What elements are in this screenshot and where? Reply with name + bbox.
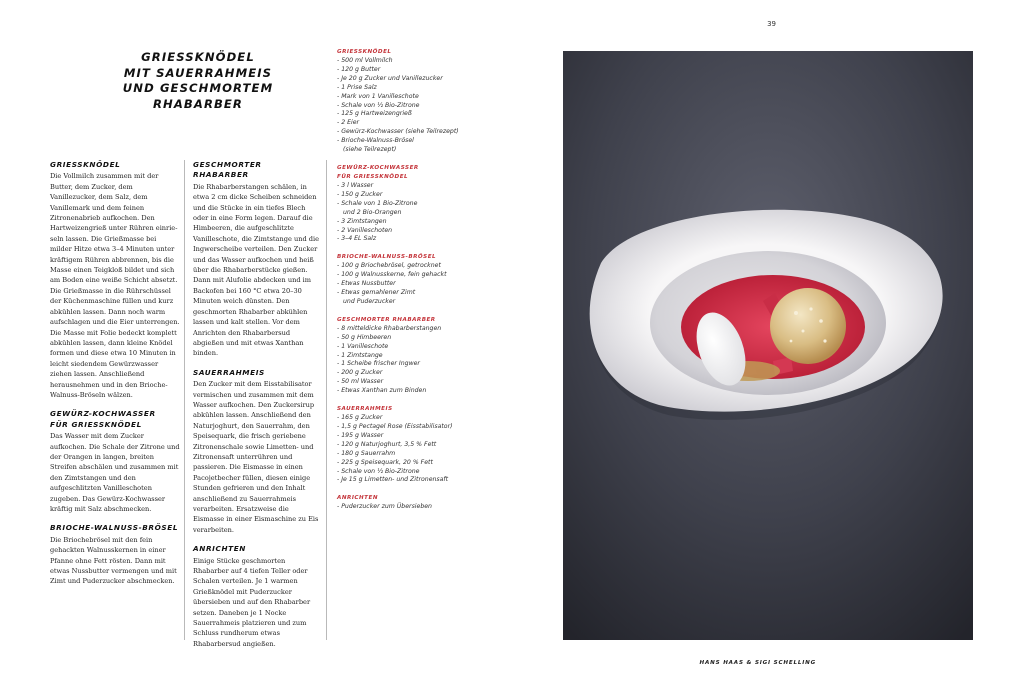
ingredient-item: - 3–4 EL Salz: [337, 235, 537, 244]
ingredient-group: [337, 494, 537, 512]
ingredient-item: - 225 g Speisequark, 20 % Fett: [337, 459, 537, 468]
ingredient-item: - Schale von ½ Bio-Zitrone: [337, 102, 537, 111]
ingredient-group: [337, 316, 537, 396]
instruction-section: [193, 160, 319, 359]
title-line: MIT SAUERRAHMEIS: [123, 65, 273, 80]
ingredient-item: - 150 g Zucker: [337, 191, 537, 200]
ingredient-item: - 2 Eier: [337, 119, 537, 128]
ingredient-item: - 1 Vanilleschote: [337, 343, 537, 352]
ingredient-item: - 125 g Hartweizengrieß: [337, 110, 537, 119]
dessert-photo: [563, 51, 973, 640]
ingredient-heading: ANRICHTEN: [337, 495, 379, 502]
ingredient-item: - Schale von ½ Bio-Zitrone: [337, 468, 537, 477]
ingredient-item: - 1,5 g Pectagel Rose (Eisstabilisator): [337, 423, 537, 432]
section-text: Die Briochebrösel mit den fein gehackten Walnusskernen in einer Pfanne ohne Fett rösten. Dann mit etwas Nussbutter vermengen und mit Zimt und Puderzucker abschmecken.: [50, 535, 177, 586]
dessert-photo-illustration: [563, 51, 973, 640]
ingredient-list: [337, 414, 537, 485]
ingredient-heading: BRIOCHE-WALNUSS-BRÖSEL: [337, 254, 437, 261]
instruction-section: [50, 160, 180, 400]
ingredient-item: - 100 g Walnusskerne, fein gehackt: [337, 271, 537, 280]
title-line: RHABARBER: [153, 96, 243, 111]
ingredient-item: - 200 g Zucker: [337, 369, 537, 378]
ingredient-heading: GEWÜRZ-KOCHWASSER FÜR GRIESSKNÖDEL: [337, 164, 419, 180]
instruction-section: [193, 368, 319, 536]
ingredient-item: - 195 g Wasser: [337, 432, 537, 441]
ingredient-item: - 3 Zimtstangen: [337, 218, 537, 227]
ingredient-item: - 1 Prise Salz: [337, 84, 537, 93]
instruction-section: [193, 544, 319, 649]
title-line: GRIESSKNÖDEL: [141, 50, 255, 64]
ingredient-heading: GRIESSKNÖDEL: [337, 49, 392, 55]
ingredient-group: [337, 405, 537, 485]
section-heading: GEWÜRZ-KOCHWASSER FÜR GRIESSKNÖDEL: [50, 409, 156, 429]
ingredient-item: - Je 20 g Zucker und Vanillezucker: [337, 75, 537, 84]
instruction-section: [50, 523, 180, 586]
ingredient-heading: GESCHMORTER RHABARBER: [337, 316, 436, 323]
ingredients-column: [337, 48, 537, 521]
ingredient-item: - 165 g Zucker: [337, 414, 537, 423]
instructions-column-2: [193, 160, 319, 658]
ingredient-list: [337, 325, 537, 396]
ingredient-item: - 1 Scheibe frischer Ingwer: [337, 360, 537, 369]
section-text: Den Zucker mit dem Eisstabilisator vermischen und zusammen mit dem Wasser aufkochen. Den Zuckersirup abkühlen lassen. Anschließend den Naturjoghurt, den Sauerrahm, den Speisequark, die frisch geriebene Zitronenschale sowie Limetten- und Zitronensaft unterrühren und passieren. Die Eismasse in einen Pacojetbecher füllen, diesen einige Stunden gefrieren und den Inhalt anschließend zu Sauerrahmeis verarbeiten. Ersatzweise die Eismasse in einer Eismaschine zu Eis verarbeiten.: [193, 380, 319, 534]
section-text: Das Wasser mit dem Zucker aufkochen. Die Schale der Zitrone und der Orangen in langen, breiten Streifen abschälen und zusammen mit den Zimtstangen und den aufgeschlitzten Vanilleschoten zugeben. Das Gewürz-Kochwasser kräftig mit Salz abschmecken.: [50, 432, 180, 513]
title-line: UND GESCHMORTEM: [122, 81, 274, 95]
ingredient-item: - Gewürz-Kochwasser (siehe Teilrezept): [337, 128, 537, 137]
section-heading: ANRICHTEN: [193, 544, 247, 554]
ingredient-group: [337, 48, 537, 155]
ingredient-item: - 500 ml Vollmilch: [337, 57, 537, 66]
column-divider: [184, 160, 185, 640]
page-number: 39: [767, 20, 776, 28]
ingredient-item: - Etwas gemahlener Zimt und Puderzucker: [337, 289, 537, 307]
ingredient-item: - Etwas Nussbutter: [337, 280, 537, 289]
section-text: Einige Stücke geschmorten Rhabarber auf 4 tiefen Teller oder Schalen verteilen. Je 1 warmen Grießknödel mit Puderzucker übersieben und auf den Rhabarber setzen. Daneben je 1 Nocke Sauerrahmeis platzieren und zum Schluss rundherum etwas Rhabarbersud angießen.: [193, 556, 311, 648]
ingredient-group: [337, 164, 537, 244]
ingredient-item: - 50 g Himbeeren: [337, 334, 537, 343]
ingredient-item: - 120 g Butter: [337, 66, 537, 75]
section-heading: GESCHMORTER RHABARBER: [193, 160, 262, 180]
section-text: Die Vollmilch zusammen mit der Butter, dem Zucker, dem Vanillezucker, dem Salz, dem Vanillemark und dem feinen Zitronenabrieb aufkochen. Den Hartweizengrieß unter Rühren einrieseln lassen. Die Grießmasse bei milder Hitze etwa 3–4 Minuten unter kräftigem Rühren abbrennen, bis die Masse einen Teigkloß bildet und sich am Boden eine weiße Schicht absetzt. Die Grießmasse in die Rührschüssel der Küchenmaschine füllen und kurz abkühlen lassen. Dann noch warm aufschlagen und die Eier unterrengen. Die Masse mit Folie bedeckt komplett abkühlen lassen, dann kleine Knödel formen und diese etwa 10 Minuten in leicht siedendem Gewürzwasser ziehen lassen. Anschließend herausnehmen und in den Brioche-Walnuss-Bröseln wälzen.: [50, 172, 180, 399]
footer-authors: HANS HAAS & SIGI SCHELLING: [699, 660, 816, 666]
ingredient-item: - Je 15 g Limetten- und Zitronensaft: [337, 476, 537, 485]
section-heading: SAUERRAHMEIS: [193, 367, 265, 377]
ingredient-item: - Schale von 1 Bio-Zitrone und 2 Bio-Orangen: [337, 200, 537, 218]
instruction-section: [50, 409, 180, 514]
ingredient-item: - Puderzucker zum Übersieben: [337, 503, 537, 512]
section-heading: BRIOCHE-WALNUSS-BRÖSEL: [50, 523, 179, 533]
ingredient-list: [337, 262, 537, 307]
ingredient-list: [337, 503, 537, 512]
ingredient-group: [337, 253, 537, 307]
column-divider: [326, 160, 327, 640]
ingredient-item: - Brioche-Walnuss-Brösel (siehe Teilrezept): [337, 137, 537, 155]
section-text: Die Rhabarberstangen schälen, in etwa 2 cm dicke Scheiben schneiden und die Stücke in ein tiefes Blech oder in eine Form legen. Darauf die Himbeeren, die aufgeschlitzte Vanilleschote, die Zimtstange und die Ingwerscheibe verteilen. Den Zucker und das Wasser aufkochen und heiß über die Rhabarberstücke gießen. Dann mit Alufolie abdecken und im Backofen bei 160 °C etwa 20–30 Minuten weich dünsten. Den geschmorten Rhabarber abkühlen lassen und kalt stellen. Vor dem Anrichten den Rhabarbersud abgießen und mit etwas Xanthan binden.: [193, 182, 319, 358]
instructions-column-1: [50, 160, 180, 596]
ingredient-item: - 3 l Wasser: [337, 182, 537, 191]
ingredient-item: - Etwas Xanthan zum Binden: [337, 387, 537, 396]
ingredient-item: - 50 ml Wasser: [337, 378, 537, 387]
ingredient-heading: SAUERRAHMEIS: [337, 406, 393, 413]
section-heading: GRIESSKNÖDEL: [50, 160, 121, 169]
ingredient-item: - 2 Vanilleschoten: [337, 227, 537, 236]
ingredient-item: - 100 g Briochebrösel, getrocknet: [337, 262, 537, 271]
ingredient-item: - 180 g Sauerrahm: [337, 450, 537, 459]
ingredient-item: - Mark von 1 Vanilleschote: [337, 93, 537, 102]
ingredient-item: - 120 g Naturjoghurt, 3,5 % Fett: [337, 441, 537, 450]
ingredient-item: - 8 mitteldicke Rhabarberstangen: [337, 325, 537, 334]
ingredient-list: [337, 57, 537, 155]
ingredient-item: - 1 Zimtstange: [337, 352, 537, 361]
recipe-title: [104, 50, 292, 112]
ingredient-list: [337, 182, 537, 244]
